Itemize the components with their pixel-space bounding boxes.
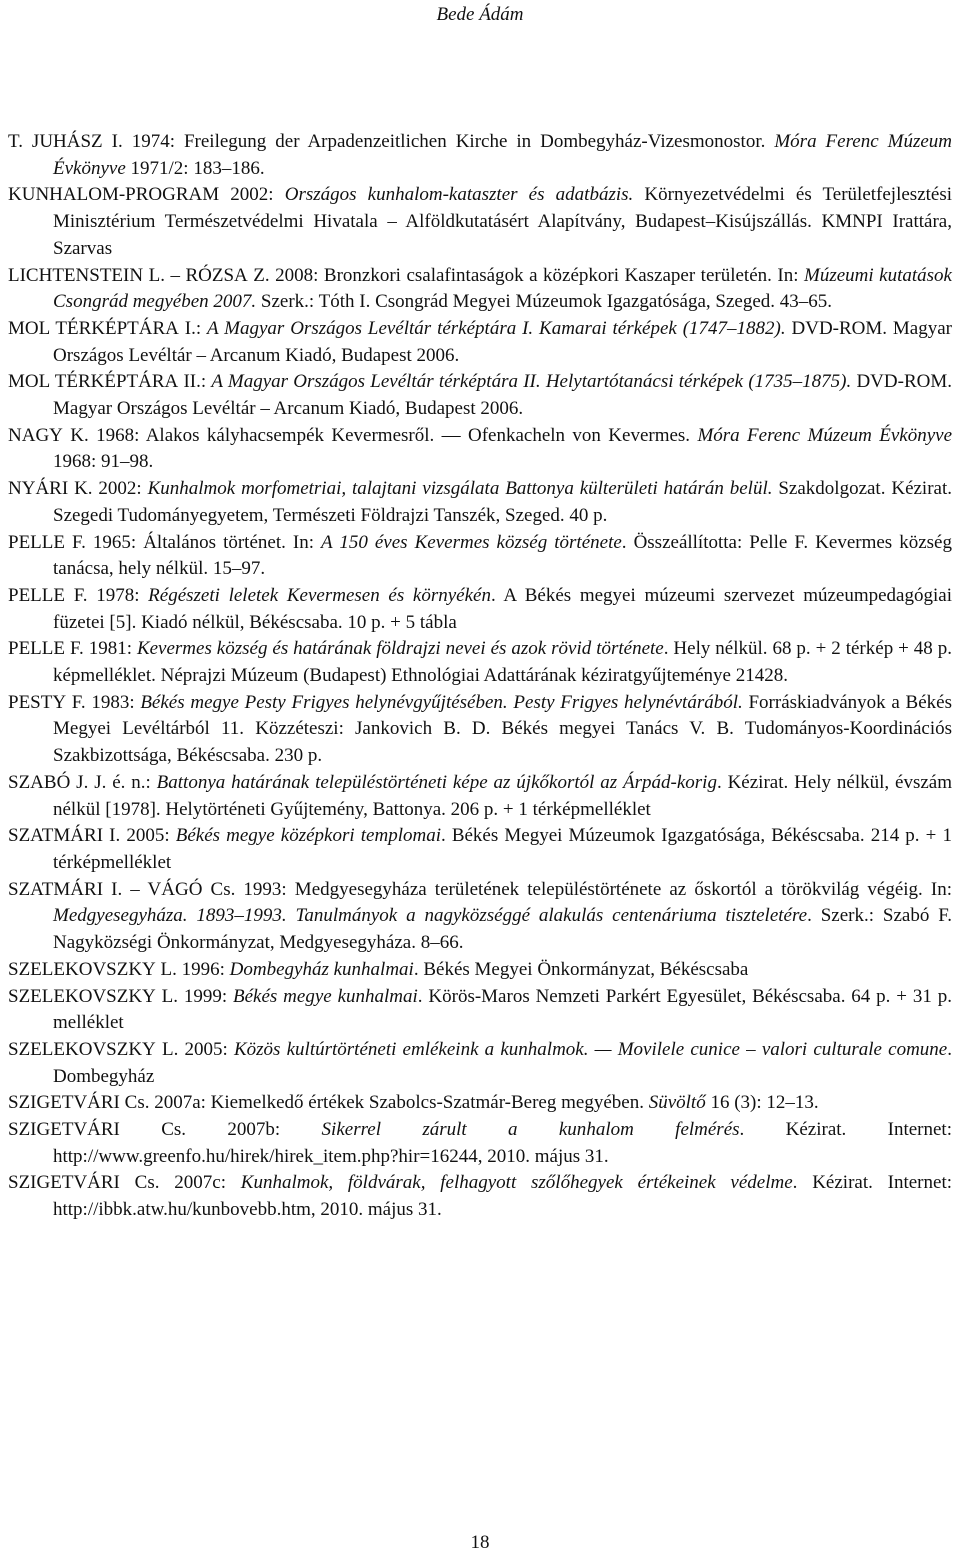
entry-text: N — [8, 424, 22, 446]
author-small-caps: PROGRAM — [125, 184, 220, 206]
entry-title-italic: Békés megye kunhalmai — [233, 985, 418, 1007]
author-small-caps: TÉRKÉPTÁRA — [54, 371, 179, 393]
entry-text: N — [8, 478, 22, 500]
entry-text: Szerk.: Tóth I. Csongrád Megyei Múzeumok Igazgatósága, Szeged. 43–65. — [256, 291, 833, 313]
author-small-caps: ZATMÁRI — [18, 825, 104, 847]
entry-text: S — [8, 1038, 19, 1060]
entry-text: F. 1981: — [65, 638, 137, 660]
page-number: 18 — [470, 1532, 490, 1553]
entry-text: Cs. 2007c: — [119, 1172, 241, 1194]
entry-title-italic: Országos kunhalom-kataszter és adatbázis. — [284, 184, 634, 206]
bibliography-entry — [8, 182, 952, 262]
entry-text: I. 2005: — [103, 825, 176, 847]
entry-text: DVD-ROM. Magyar Országos Levéltár – Arcanum Kiadó, Budapest 2006. — [53, 317, 952, 366]
entry-text: F. 1978: — [65, 584, 149, 606]
bibliography-entry — [8, 263, 952, 316]
bibliography-entry — [8, 877, 952, 957]
bibliography-entry — [8, 1170, 952, 1223]
bibliography-entry — [8, 1037, 952, 1090]
entry-text: 2002: — [219, 184, 285, 206]
running-header: Bede Ádám — [436, 4, 524, 25]
entry-text: I. – V — [103, 878, 162, 900]
entry-text: 1971/2: 183–186. — [125, 157, 265, 179]
author-small-caps: ÁGÓ — [161, 878, 203, 900]
bibliography-entry — [8, 530, 952, 583]
entry-text: Környezetvédelmi és Területfejlesztési Minisztérium Természetvédelmi Hivatala – Alföldkutatásért Alapítvány, Budapest–Kisújszállás. KMNPI Irattára, Szarvas — [53, 184, 953, 259]
bibliography-entry — [8, 129, 952, 182]
entry-text: Cs. 2007a: Kiemelkedő értékek Szabolcs-Szatmár-Bereg megyében. — [119, 1092, 649, 1114]
entry-text: . Kézirat. Internet: http://www.greenfo.hu/hirek/hirek_item.php?hir=16244, 2010. május 31. — [53, 1119, 952, 1167]
entry-title-italic: Múzeumi kutatások Csongrád megyében 2007. — [53, 264, 952, 313]
entry-text: P — [8, 584, 19, 606]
entry-text: 1968: 91–98. — [53, 451, 154, 473]
author-small-caps: AGY — [21, 424, 63, 446]
entry-text: K. 1968: Alakos kályhacsempék Kevermesről. — Ofenkacheln von Kevermes. — [62, 424, 698, 446]
entry-title-italic: Kunhalmok, földvárak, felhagyott szőlőhegyek értékeinek védelme — [240, 1172, 793, 1194]
bibliography-entry — [8, 984, 952, 1037]
entry-text: . Hely nélkül. 68 p. + 2 térkép + 48 p. képmelléklet. Néprajzi Múzeum (Budapest) Ethnológiai Adattárának kéziratgyűjteménye 21428. — [53, 638, 952, 687]
bibliography-entry — [8, 423, 952, 476]
entry-text: L. 1999: — [155, 985, 234, 1007]
author-small-caps: ZIGETVÁRI — [18, 1092, 120, 1114]
entry-text: . A Békés megyei múzeumi szervezet múzeumpedagógiai füzetei [5]. Kiadó nélkül, Békéscsaba. 10 p. + 5 tábla — [53, 584, 952, 633]
entry-title-italic: Békés megye Pesty Frigyes helynévgyűjtésében. Pesty Frigyes helynévtárából. — [140, 691, 743, 713]
bibliography-entry — [8, 369, 952, 422]
entry-text: S — [8, 1119, 19, 1141]
entry-text: - — [118, 184, 126, 206]
author-small-caps: UHÁSZ — [39, 131, 103, 152]
entry-text: T. J — [8, 131, 40, 152]
author-small-caps: ESTY — [18, 691, 67, 713]
author-small-caps: YÁRI — [21, 478, 69, 500]
entry-text: . Összeállította: Pelle F. Kevermes község tanácsa, hely nélkül. 15–97. — [53, 531, 952, 580]
entry-text: . Szerk.: Szabó F. Nagyközségi Önkormányzat, Medgyesegyháza. 8–66. — [53, 905, 952, 954]
entry-text: Szakdolgozat. Kézirat. Szegedi Tudományegyetem, Természeti Földrajzi Tanszék, Szeged. 40 p. — [53, 478, 952, 526]
entry-title-italic: Sikerrel zárult a kunhalom felmérés — [321, 1119, 740, 1141]
entry-text: S — [8, 771, 19, 793]
entry-text: S — [8, 958, 19, 980]
entry-text: P — [8, 691, 19, 713]
entry-text: Forráskiadványok a Békés Megyei Levéltárból 11. Közzéteszi: Jankovich B. D. Békés megyei Tanács V. B. Tudományos-Koordinációs Szakbizottsága, Békéscsaba. 230 p. — [53, 691, 952, 767]
author-small-caps: ELLE — [18, 638, 66, 660]
author-small-caps: ZATMÁRI — [18, 878, 104, 900]
entry-title-italic: A Magyar Országos Levéltár térképtára I. Kamarai térképek (1747–1882). — [207, 317, 786, 339]
bibliography-list — [8, 129, 952, 1224]
bibliography-entry — [8, 476, 952, 529]
entry-title-italic: A Magyar Országos Levéltár térképtára II. Helytartótanácsi térképek (1735–1875). — [211, 371, 852, 393]
entry-text: . Kézirat. Hely nélkül, évszám nélkül [1978]. Helytörténeti Gyűjtemény, Battonya. 206 p. + 1 térképmelléklet — [53, 771, 952, 820]
entry-title-italic: Medgyesegyháza. 1893–1993. Tanulmányok a nagyközséggé alakulás centenáriuma tiszteletére — [53, 905, 808, 927]
author-small-caps: ZABÓ — [18, 771, 71, 793]
entry-text: . Körös-Maros Nemzeti Parkért Egyesület, Békéscsaba. 64 p. + 31 p. melléklet — [53, 985, 952, 1034]
entry-title-italic: Kevermes község és határának földrajzi nevei és azok rövid története — [136, 638, 664, 660]
bibliography-entry — [8, 1117, 952, 1170]
author-small-caps: ELLE — [18, 531, 66, 553]
author-small-caps: ZIGETVÁRI — [18, 1172, 120, 1194]
entry-text: K — [8, 184, 22, 206]
entry-text: J. J. é. n.: — [70, 771, 157, 793]
entry-title-italic: Közös kultúrtörténeti emlékeink a kunhalmok. — Movilele cunice – valori culturale comune — [233, 1038, 948, 1060]
entry-text: P — [8, 638, 19, 660]
entry-text: I. 1974: Freilegung der Arpadenzeitlichen Kirche in Dombegyház-Vizesmonostor. — [102, 131, 775, 152]
entry-text: S — [8, 878, 19, 900]
entry-text: . Békés Megyei Múzeumok Igazgatósága, Békéscsaba. 214 p. + 1 térképmelléklet — [53, 825, 952, 873]
entry-text: K. 2002: — [68, 478, 148, 500]
author-small-caps: ZELEKOVSZKY — [18, 958, 156, 980]
entry-text: MOL — [8, 371, 55, 393]
entry-text: Z. 2008: Bronzkori csalafintaságok a középkori Kaszaper területén. In: — [247, 264, 805, 286]
entry-text: F. 1983: — [66, 691, 141, 713]
entry-text: DVD-ROM. Magyar Országos Levéltár – Arcanum Kiadó, Budapest 2006. — [53, 371, 952, 420]
entry-text: Cs. 1993: Medgyesegyháza területének településtörténete az őskortól a törökvilág végéig. In: — [202, 878, 952, 900]
entry-text: L. 2005: — [155, 1038, 234, 1060]
entry-text: MOL — [8, 317, 56, 339]
entry-title-italic: A 150 éves Kevermes község története — [321, 531, 622, 553]
author-small-caps: ZELEKOVSZKY — [18, 1038, 156, 1060]
entry-title-italic: Móra Ferenc Múzeum Évkönyve — [53, 131, 952, 179]
entry-text: F. 1965: Általános történet. In: — [65, 531, 322, 553]
entry-text: P — [8, 531, 19, 553]
entry-text: S — [8, 1092, 19, 1114]
bibliography-entry — [8, 690, 952, 770]
entry-text: Cs. 2007b: — [119, 1119, 322, 1141]
entry-text: L. – R — [143, 264, 199, 286]
bibliography-entry — [8, 770, 952, 823]
entry-title-italic: Régészeti leletek Kevermesen és környékén — [148, 584, 491, 606]
entry-text: 16 (3): 12–13. — [705, 1092, 819, 1114]
bibliography-entry — [8, 823, 952, 876]
entry-text: . Békés Megyei Önkormányzat, Békéscsaba — [413, 958, 749, 980]
entry-title-italic: Móra Ferenc Múzeum Évkönyve — [697, 424, 952, 446]
author-small-caps: ELLE — [18, 584, 66, 606]
entry-text: II.: — [178, 371, 212, 393]
author-small-caps: UNHALOM — [21, 184, 119, 206]
entry-title-italic: Békés megye középkori templomai — [175, 825, 441, 847]
bibliography-entry — [8, 957, 952, 984]
entry-text: . Kézirat. Internet: http://ibbk.atw.hu/kunbovebb.htm, 2010. május 31. — [53, 1172, 952, 1221]
entry-text: . Dombegyház — [53, 1038, 952, 1087]
entry-text: L — [8, 264, 20, 286]
entry-text: S — [8, 985, 19, 1007]
entry-text: S — [8, 1172, 19, 1194]
author-small-caps: ICHTENSTEIN — [19, 264, 144, 286]
bibliography-entry — [8, 316, 952, 369]
bibliography-entry — [8, 1090, 952, 1117]
entry-title-italic: Kunhalmok morfometriai, talajtani vizsgálata Battonya külterületi határán belül. — [147, 478, 773, 500]
author-small-caps: ÓZSA — [198, 264, 248, 286]
entry-text: S — [8, 825, 19, 847]
author-small-caps: ZELEKOVSZKY — [18, 985, 156, 1007]
bibliography-entry — [8, 636, 952, 689]
bibliography-entry — [8, 583, 952, 636]
author-small-caps: TÉRKÉPTÁRA — [55, 317, 179, 339]
author-small-caps: ZIGETVÁRI — [18, 1119, 120, 1141]
entry-title-italic: Süvöltő — [648, 1092, 706, 1114]
entry-text: L. 1996: — [155, 958, 230, 980]
entry-title-italic: Battonya határának településtörténeti képe az újkőkortól az Árpád-korig — [156, 771, 717, 793]
entry-title-italic: Dombegyház kunhalmai — [229, 958, 414, 980]
entry-text: I.: — [178, 317, 208, 339]
